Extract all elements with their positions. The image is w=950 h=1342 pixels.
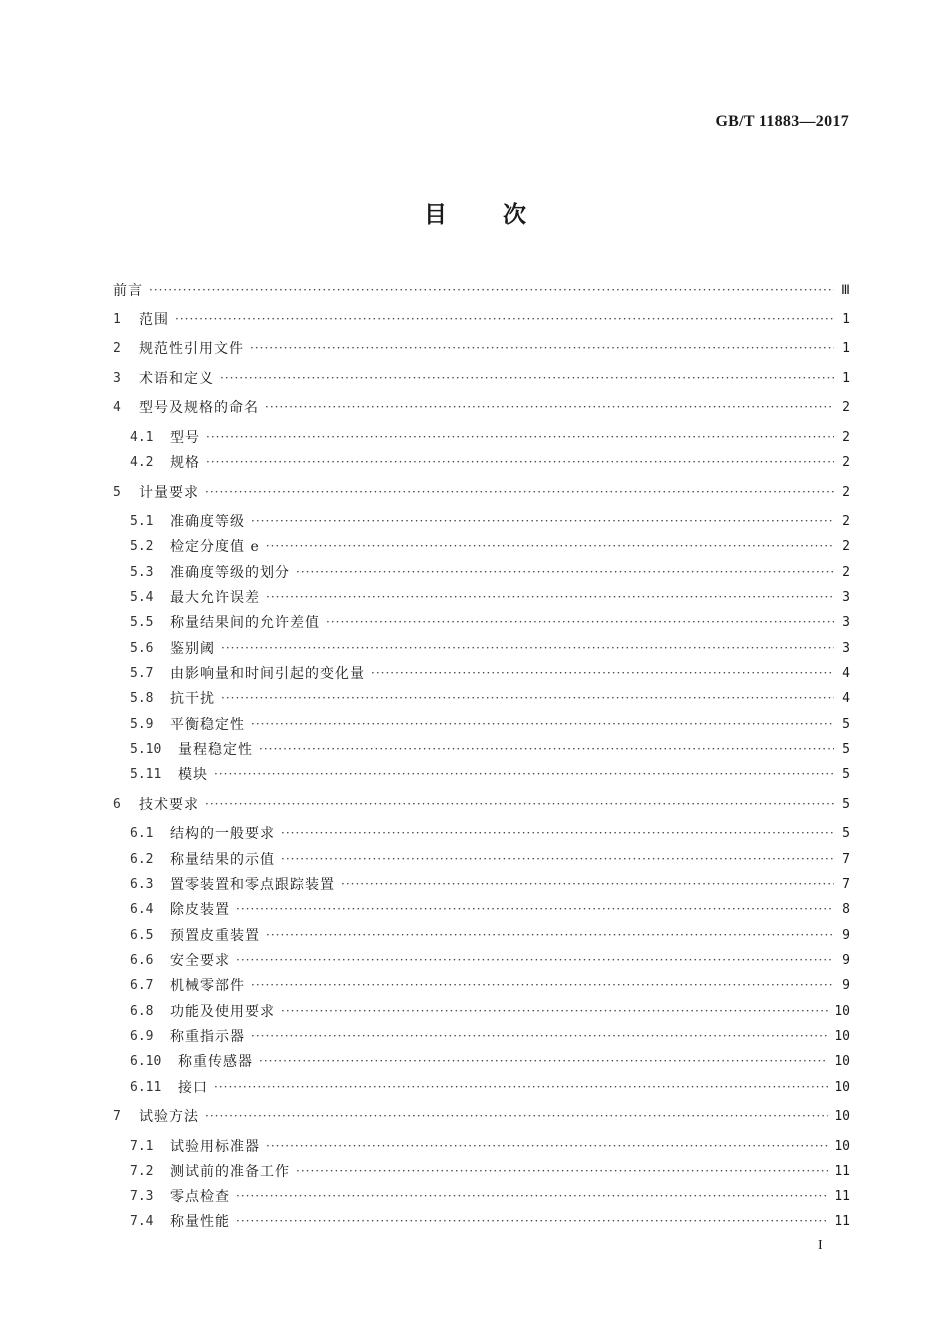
toc-entry-label: 术语和定义 [139,371,214,387]
toc-entry-number: 6.3 [130,876,154,892]
toc-entry-page: 7 [842,851,850,867]
toc-leader-dots [251,1029,828,1043]
toc-entry-label: 安全要求 [170,953,230,969]
toc-entry-page: 10 [834,1108,850,1124]
toc-entry-number: 6.2 [130,851,154,867]
toc-entry[interactable] [130,662,850,684]
toc-entry-page: 11 [834,1188,850,1204]
toc-entry-label: 机械零部件 [170,978,245,994]
toc-entry-label: 型号 [170,430,200,446]
toc-entry[interactable] [130,561,850,583]
toc-entry[interactable] [130,848,850,870]
toc-leader-dots [236,953,834,967]
toc-entry-page: 2 [842,399,850,415]
toc-entry[interactable] [130,611,850,633]
toc-entry-label: 试验用标准器 [170,1139,260,1155]
toc-entry[interactable] [130,1160,850,1182]
toc-entry-number: 7.4 [130,1213,154,1229]
toc-entry-number: 7.1 [130,1138,154,1154]
toc-leader-dots [259,1054,828,1068]
toc-entry[interactable] [130,822,850,844]
page-title: 目次 [424,202,582,228]
toc-entry[interactable] [130,687,850,709]
toc-entry-number: 3 [113,370,121,386]
toc-entry-number: 6.4 [130,901,154,917]
toc-entry-number: 5.8 [130,690,154,706]
toc-entry[interactable] [130,451,850,473]
toc-entry-page: 2 [842,454,850,470]
toc-entry-label: 称量结果间的允许差值 [170,615,320,631]
toc-entry[interactable] [130,1025,850,1047]
toc-entry-label: 结构的一般要求 [170,826,275,842]
toc-leader-dots [214,1080,828,1094]
toc-entry-page: 2 [842,484,850,500]
toc-leader-dots [281,852,834,866]
toc-entry-label: 由影响量和时间引起的变化量 [170,666,365,682]
toc-entry-page: 4 [842,690,850,706]
toc-leader-dots [371,666,834,680]
toc-entry-number: 6.7 [130,977,154,993]
toc-entry-number: 1 [113,311,121,327]
toc-entry-page: 2 [842,513,850,529]
page-number: I [818,1238,823,1253]
toc-entry-label: 称量结果的示值 [170,852,275,868]
toc-entry-number: 6.5 [130,927,154,943]
toc-entry-label: 预置皮重装置 [170,928,260,944]
toc-entry-page: 3 [842,614,850,630]
toc-entry-number: 5.5 [130,614,154,630]
toc-entry-page: 9 [842,952,850,968]
toc-entry[interactable] [113,367,850,389]
toc-entry[interactable] [113,396,850,418]
toc-leader-dots [251,717,834,731]
toc-entry-page: 1 [842,370,850,386]
toc-entry-label: 抗干扰 [170,691,215,707]
toc-entry-number: 6.11 [130,1079,162,1095]
toc-entry-label: 模块 [178,767,208,783]
toc-entry[interactable] [113,308,850,330]
toc-entry[interactable] [130,898,850,920]
toc-leader-dots [205,1109,828,1123]
toc-entry-number: 5.10 [130,741,162,757]
toc-entry-label: 准确度等级 [170,514,245,530]
toc-entry-page: 10 [834,1138,850,1154]
toc-entry-number: 5.4 [130,589,154,605]
toc-entry-number: 7 [113,1108,121,1124]
toc-entry[interactable] [130,586,850,608]
toc-entry[interactable] [130,535,850,557]
toc-leader-dots [236,1214,828,1228]
toc-leader-dots [205,797,834,811]
toc-entry-page: 1 [842,311,850,327]
toc-entry-number: 6.8 [130,1003,154,1019]
toc-entry-number: 4 [113,399,121,415]
toc-entry-page: 5 [842,825,850,841]
toc-entry-page: 8 [842,901,850,917]
toc-leader-dots [220,371,834,385]
toc-leader-dots [221,691,834,705]
toc-entry-label: 零点检查 [170,1189,230,1205]
toc-entry[interactable] [130,873,850,895]
toc-leader-dots [175,312,834,326]
toc-leader-dots [149,283,834,297]
toc-entry-label: 检定分度值 e [170,539,260,555]
toc-entry-page: 11 [834,1163,850,1179]
toc-entry-label: 称重指示器 [170,1029,245,1045]
toc-leader-dots [296,1164,828,1178]
toc-entry-page: 5 [842,741,850,757]
toc-entry[interactable] [130,426,850,448]
toc-entry-page: 2 [842,538,850,554]
toc-entry-page: 4 [842,665,850,681]
toc-entry-page: 5 [842,796,850,812]
toc-entry-label: 量程稳定性 [178,742,253,758]
toc-entry[interactable] [113,793,850,815]
toc-entry[interactable] [130,1000,850,1022]
toc-entry-number: 5.1 [130,513,154,529]
toc-entry-label: 接口 [178,1080,208,1096]
toc-entry[interactable] [130,1076,850,1098]
toc-entry-page: 1 [842,340,850,356]
toc-entry-page: Ⅲ [841,282,850,298]
toc-leader-dots [214,767,834,781]
toc-entry-label: 称重传感器 [178,1054,253,1070]
toc-entry[interactable] [130,510,850,532]
toc-entry[interactable] [130,1135,850,1157]
toc-entry[interactable] [130,637,850,659]
toc-entry-number: 5.3 [130,564,154,580]
toc-entry-number: 6.6 [130,952,154,968]
toc-entry-label: 鉴别阈 [170,641,215,657]
toc-entry-label: 置零装置和零点跟踪装置 [170,877,335,893]
toc-entry-page: 9 [842,927,850,943]
toc-entry-label: 试验方法 [139,1109,199,1125]
toc-entry-label: 范围 [139,312,169,328]
toc-leader-dots [341,877,834,891]
toc-entry[interactable] [113,279,850,301]
toc-leader-dots [206,455,834,469]
toc-entry-number: 6.1 [130,825,154,841]
toc-entry-label: 称量性能 [170,1214,230,1230]
toc-entry-page: 10 [834,1028,850,1044]
toc-leader-dots [236,1189,828,1203]
toc-entry-label: 最大允许误差 [170,590,260,606]
toc-entry-number: 7.3 [130,1188,154,1204]
toc-entry-number: 5.2 [130,538,154,554]
toc-entry[interactable] [113,1105,850,1127]
toc-entry-label: 准确度等级的划分 [170,565,290,581]
toc-entry-page: 2 [842,429,850,445]
toc-leader-dots [281,1004,828,1018]
toc-entry[interactable] [130,974,850,996]
toc-entry-page: 2 [842,564,850,580]
toc-leader-dots [206,430,834,444]
toc-entry[interactable] [130,1050,850,1072]
toc-entry[interactable] [130,1185,850,1207]
toc-entry-page: 7 [842,876,850,892]
toc-leader-dots [259,742,834,756]
toc-entry-number: 5.11 [130,766,162,782]
toc-entry-number: 5.7 [130,665,154,681]
toc-entry-number: 6 [113,796,121,812]
standard-code: GB/T 11883—2017 [715,113,849,130]
toc-entry-number: 2 [113,340,121,356]
toc-entry-label: 技术要求 [139,797,199,813]
toc-entry-label: 除皮装置 [170,902,230,918]
toc-leader-dots [266,1139,828,1153]
toc-entry[interactable] [130,738,850,760]
toc-entry-page: 3 [842,589,850,605]
toc-entry-label: 功能及使用要求 [170,1004,275,1020]
toc-entry[interactable] [130,949,850,971]
toc-entry-page: 10 [834,1053,850,1069]
toc-entry-page: 5 [842,766,850,782]
toc-entry-page: 11 [834,1213,850,1229]
toc-leader-dots [221,641,834,655]
toc-entry[interactable] [130,713,850,735]
toc-entry[interactable] [130,924,850,946]
toc-entry[interactable] [113,337,850,359]
toc-leader-dots [236,902,834,916]
toc-entry-label: 规范性引用文件 [139,341,244,357]
toc-entry-page: 3 [842,640,850,656]
toc-leader-dots [266,539,834,553]
toc-entry-number: 6.9 [130,1028,154,1044]
toc-entry-label: 计量要求 [139,485,199,501]
toc-leader-dots [250,341,834,355]
toc-leader-dots [251,978,834,992]
toc-entry-number: 4.1 [130,429,154,445]
toc-entry-label: 前言 [113,283,143,299]
toc-entry-label: 型号及规格的命名 [139,400,259,416]
toc-leader-dots [205,485,834,499]
toc-leader-dots [251,514,834,528]
toc-entry-page: 10 [834,1079,850,1095]
toc-leader-dots [266,590,834,604]
toc-entry-label: 测试前的准备工作 [170,1164,290,1180]
toc-entry-number: 6.10 [130,1053,162,1069]
toc-entry-number: 5.9 [130,716,154,732]
toc-entry-number: 5.6 [130,640,154,656]
toc-entry-label: 规格 [170,455,200,471]
toc-entry[interactable] [130,1210,850,1232]
toc-leader-dots [266,928,834,942]
toc-leader-dots [296,565,834,579]
toc-entry-number: 7.2 [130,1163,154,1179]
toc-entry-page: 10 [834,1003,850,1019]
toc-entry-number: 5 [113,484,121,500]
toc-entry-page: 9 [842,977,850,993]
toc-entry[interactable] [130,763,850,785]
toc-entry[interactable] [113,481,850,503]
toc-entry-label: 平衡稳定性 [170,717,245,733]
toc-entry-page: 5 [842,716,850,732]
toc-leader-dots [265,400,834,414]
toc-leader-dots [281,826,834,840]
toc-leader-dots [326,615,834,629]
toc-entry-number: 4.2 [130,454,154,470]
